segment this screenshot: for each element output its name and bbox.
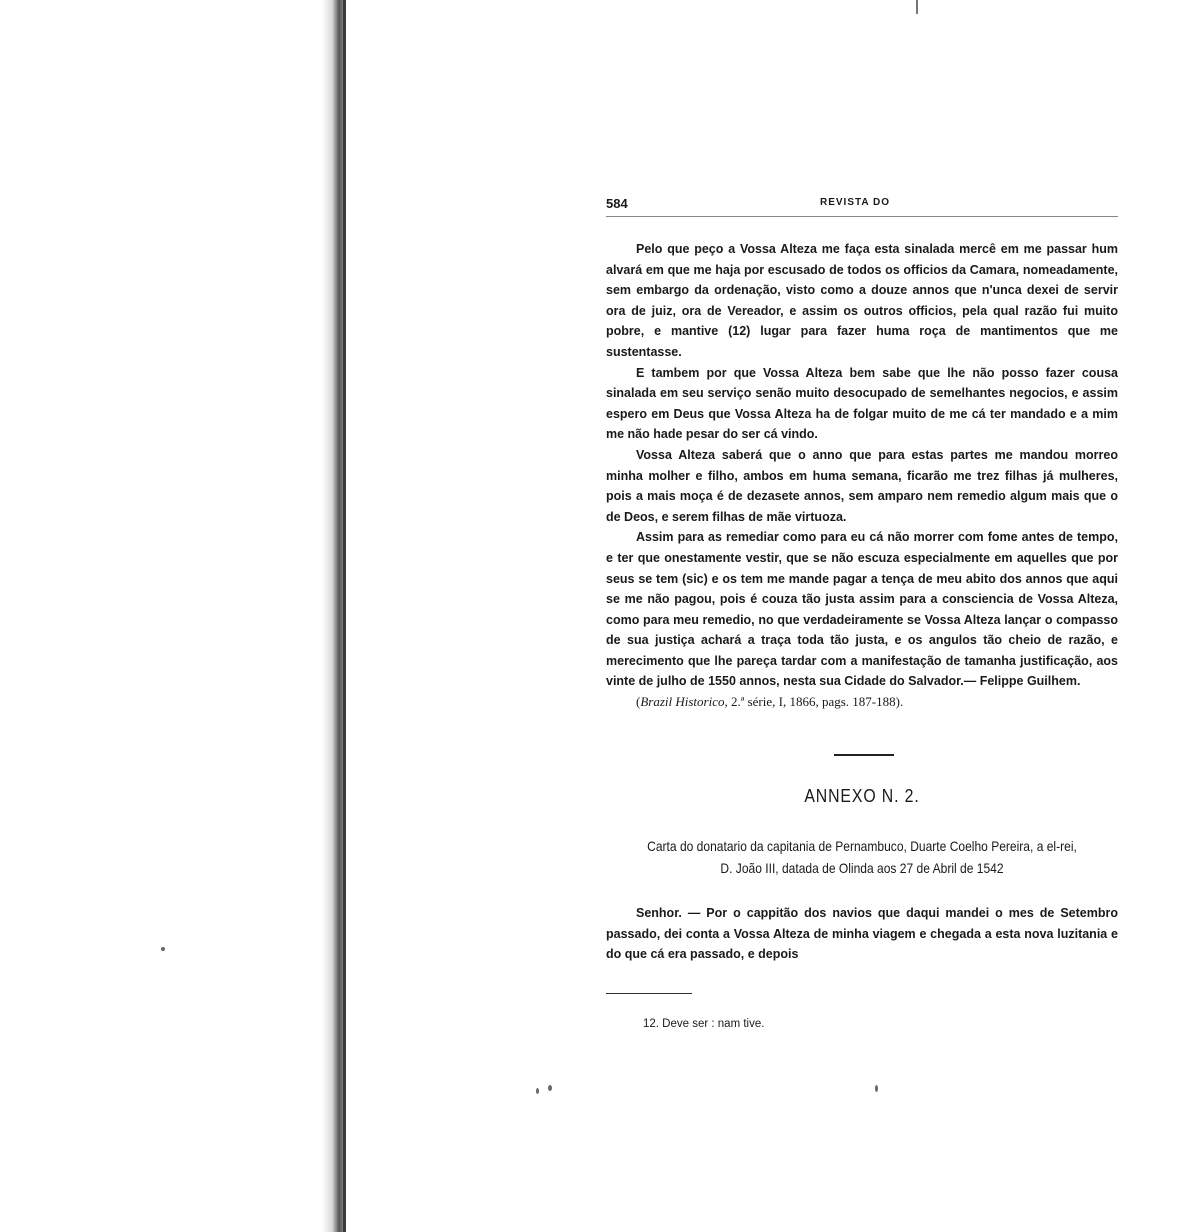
letter-text — [606, 239, 1118, 692]
citation — [606, 692, 1118, 712]
footnote: 12. Deve ser : nam tive. — [643, 1017, 765, 1030]
binding-edge — [343, 0, 346, 1232]
running-title: REVISTA DO — [820, 197, 891, 208]
citation-details: , 2.ª série, I, 1866, pags. 187-188). — [724, 694, 904, 710]
section-divider — [834, 754, 894, 756]
running-head — [606, 196, 1118, 218]
paragraph: Pelo que peço a Vossa Alteza me faça esta sinalada mercê em me passar hum alvará em que me haja por escusado de todos os officios da Camara, nomeadamente, sem embargo da ordenação, visto como a douze annos que n'unca dexei de servir ora de juiz, ora de Vereador, e assim os outros officios, pela qual razão fui muito pobre, e mantive (12) lugar para fazer huma roça de mantimentos que me sustentasse. — [606, 242, 1118, 359]
stain-mark — [548, 1085, 552, 1091]
annex-letter-text — [606, 903, 1118, 965]
book-page — [606, 196, 1118, 1030]
stain-mark — [536, 1088, 539, 1094]
stain-mark — [161, 947, 165, 951]
annex-subtitle: Carta do donatario da capitania de Pernambuco, Duarte Coelho Pereira, a el-rei, D. João III, datada de Olinda aos 27 de Abril de 1542 — [647, 838, 1077, 877]
page-mark — [916, 0, 918, 14]
paragraph: Senhor. — Por o cappitão dos navios que daqui mandei o mes de Setembro passado, dei conta a Vossa Alteza de minha viagem e chegada a esta nova luzitania e do que cá era passado, e depois — [606, 906, 1118, 962]
header-rule — [606, 216, 1118, 217]
paragraph: Assim para as remediar como para eu cá não morrer com fome antes de tempo, e ter que onestamente vestir, que se não escuza especialmente em aquelles que por seus se tem (sic) e os tem me mande pagar a tença de meu abito dos annos que aqui se me não pagou, pois é couza tão justa assim para a consciencia de Vossa Alteza, como para meu remedio, no que verdadeiramente se Vossa Alteza lançar o compasso de sua justiça achará a traça toda tão justa, e os angulos tão cheio de razão, e merecimento que lhe pareça tardar com a manifestação de tamanha justificação, aos vinte de julho de 1550 annos, nesta sua Cidade do Salvador.— Felippe Guilhem. — [606, 530, 1118, 689]
paragraph: Vossa Alteza saberá que o anno que para estas partes me mandou morreo minha molher e filho, ambos em huma semana, ficarão me trez filhas já mulheres, pois a mais moça é de dezasete annos, sem amparo nem remedio algum mais que o de Deos, e serem filhas de mãe virtuoza. — [606, 447, 1118, 524]
citation-open: ( — [636, 694, 641, 710]
stain-mark — [875, 1085, 878, 1092]
footnote-rule — [606, 993, 692, 994]
page-number: 584 — [606, 196, 628, 211]
citation-source: Brazil Historico — [640, 694, 725, 710]
paragraph: E tambem por que Vossa Alteza bem sabe que lhe não posso fazer cousa sinalada em seu serviço senão muito desocupado de semelhantes negocios, e assim espero em Deus que Vossa Alteza ha de folgar muito de me cá ter mandado e a mim me não hade pesar do ser cá vindo. — [606, 365, 1118, 442]
annex-title: ANNEXO N. 2. — [804, 786, 920, 807]
binding-gutter — [0, 0, 346, 1232]
